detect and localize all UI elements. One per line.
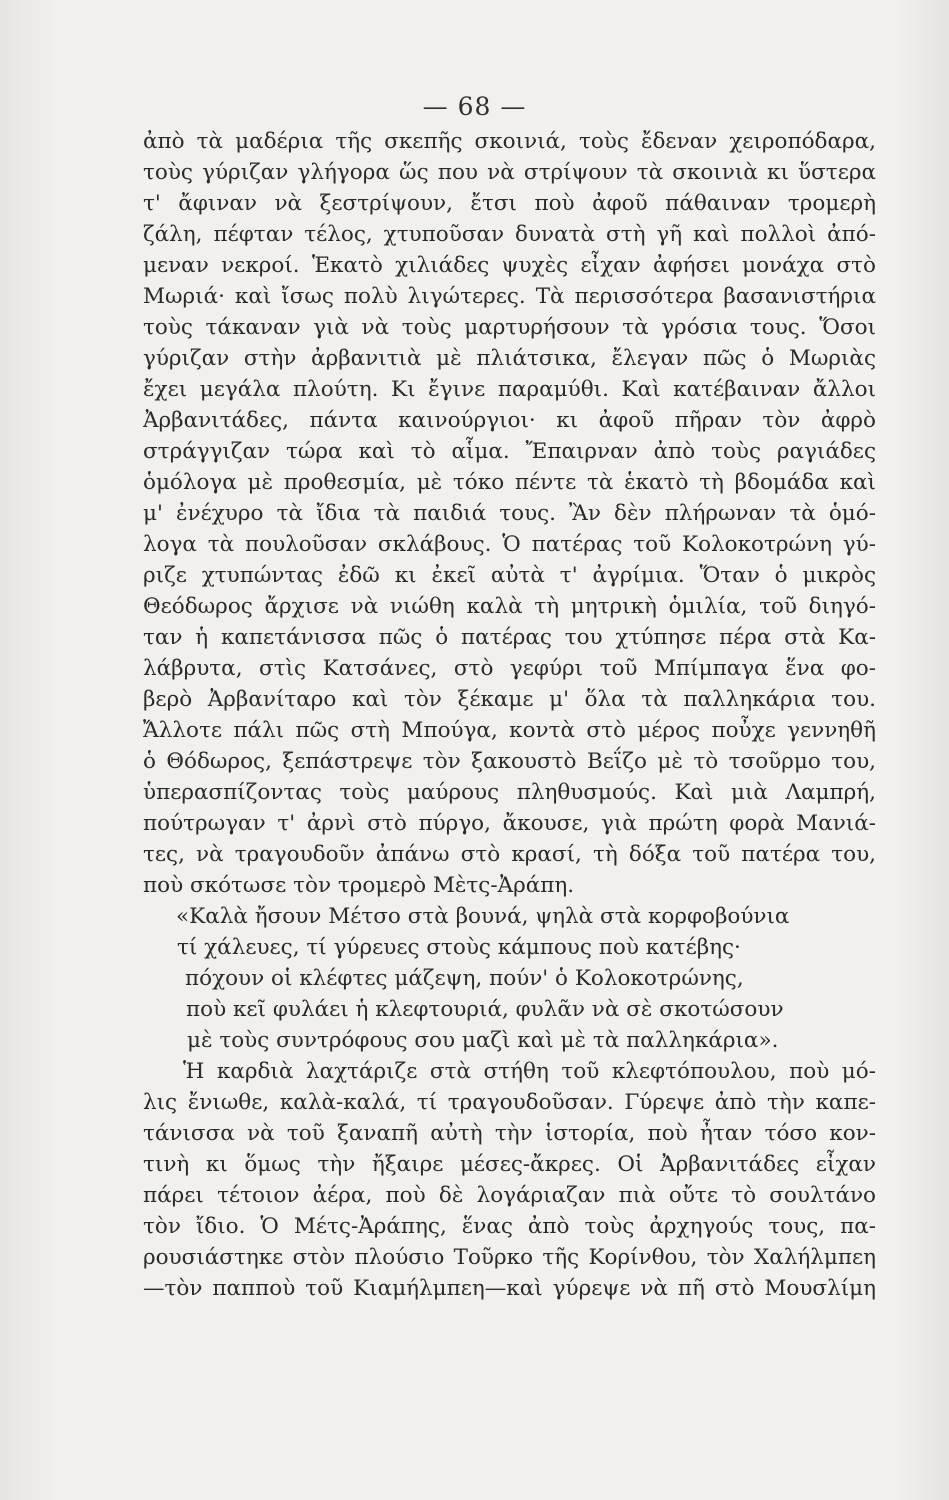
text-line: στράγγιζαν τώρα καὶ τὸ αἷμα. Ἔπαιρναν ἀπὸ τοὺς ραγιάδες xyxy=(143,439,876,464)
text-line: λάβρυτα, στὶς Κατσάνες, στὸ γεφύρι τοῦ Μπίμπαγα ἕνα φο- xyxy=(143,656,876,681)
page-number: — 68 — xyxy=(422,92,527,121)
text-line: Θεόδωρος ἄρχισε νὰ νιώθη καλὰ τὴ μητρικὴ ὁμιλία, τοῦ διηγό- xyxy=(143,594,876,619)
text-line: λογα τὰ πουλοῦσαν σκλάβους. Ὁ πατέρας τοῦ Κολοκοτρώνη γύ- xyxy=(143,532,876,557)
text-line: μ' ἐνέχυρο τὰ ἴδια τὰ παιδιά τους. Ἂν δὲν πλήρωναν τὰ ὁμό- xyxy=(143,501,876,526)
text-line: —τὸν παπποὺ τοῦ Κιαμήλμπεη—καὶ γύρεψε νὰ πῆ στὸ Μουσλίμη xyxy=(143,1276,876,1301)
text-line: ἀπὸ τὰ μαδέρια τῆς σκεπῆς σκοινιά, τοὺς ἔδεναν χειροπόδαρα, xyxy=(143,129,876,154)
verse-line: «Καλὰ ἤσουν Μέτσο στὰ βουνά, ψηλὰ στὰ κορφοβούνια xyxy=(176,904,790,929)
text-line: μεναν νεκροί. Ἑκατὸ χιλιάδες ψυχὲς εἶχαν ἀφήσει μονάχα στὸ xyxy=(143,253,876,278)
text-line: τοὺς τάκαναν γιὰ νὰ τοὺς μαρτυρήσουν τὰ γρόσια τους. Ὅσοι xyxy=(143,315,876,340)
text-line: γύριζαν στὴν ἀρβανιτιὰ μὲ πλιάτσικα, ἔλεγαν πῶς ὁ Μωριὰς xyxy=(143,346,876,371)
text-line: ὁ Θόδωρος, ξεπάστρεψε τὸν ξακουστὸ Βεΐζο μὲ τὸ τσοῦρμο του, xyxy=(143,749,876,774)
text-line: ὁμόλογα μὲ προθεσμία, μὲ τόκο πέντε τὰ ἑκατὸ τὴ βδομάδα καὶ xyxy=(143,470,876,495)
text-line: τες, νὰ τραγουδοῦν ἀπάνω στὸ κρασί, τὴ δόξα τοῦ πατέρα του, xyxy=(143,842,876,867)
paragraph-2 xyxy=(143,1056,876,1304)
verse-line: ποὺ κεῖ φυλάει ἡ κλεφτουριά, φυλᾶν νὰ σὲ σκοτώσουν xyxy=(186,997,784,1022)
text-line: ριζε χτυπώντας ἐδῶ κι ἐκεῖ αὐτὰ τ' ἀγρίμια. Ὅταν ὁ μικρὸς xyxy=(143,563,876,588)
text-line: τοὺς γύριζαν γλήγορα ὥς που νὰ στρίψουν τὰ σκοινιὰ κι ὕστερα xyxy=(143,160,876,185)
text-line: πάρει τέτοιον ἀέρα, ποὺ δὲ λογάριαζαν πιὰ οὔτε τὸ σουλτάνο xyxy=(143,1183,876,1208)
text-line: ποὺ σκότωσε τὸν τρομερὸ Μὲτς-Ἀράπη. xyxy=(143,873,575,898)
text-line: ταν ἡ καπετάνισσα πῶς ὁ πατέρας του χτύπησε πέρα στὰ Κα- xyxy=(143,625,876,650)
text-line: τ' ἄφιναν νὰ ξεστρίψουν, ἔτσι ποὺ ἀφοῦ πάθαιναν τρομερὴ xyxy=(143,191,876,216)
verse-line: μὲ τοὺς συντρόφους σου μαζὶ καὶ μὲ τὰ παλληκάρια». xyxy=(187,1028,779,1053)
text-line: πούτρωγαν τ' ἀρνὶ στὸ πύργο, ἄκουσε, γιὰ πρώτη φορὰ Μανιά- xyxy=(143,811,876,836)
paragraph-1 xyxy=(143,126,876,901)
text-line: λις ἔνιωθε, καλὰ-καλά, τί τραγουδοῦσαν. Γύρεψε ἀπὸ τὴν καπε- xyxy=(143,1090,876,1115)
verse-line: πόχουν οἱ κλέφτες μάζεψη, πούν' ὁ Κολοκοτρώνης, xyxy=(185,966,744,991)
body-text xyxy=(143,126,876,1304)
text-line: ὑπερασπίζοντας τοὺς μαύρους πληθυσμούς. Καὶ μιὰ Λαμπρή, xyxy=(143,780,876,805)
text-line: ἔχει μεγάλα πλούτη. Κι ἔγινε παραμύθι. Καὶ κατέβαιναν ἄλλοι xyxy=(143,377,876,402)
text-line: βερὸ Ἀρβανίταρο καὶ τὸν ξέκαμε μ' ὅλα τὰ παλληκάρια του. xyxy=(143,687,876,712)
folk-song-verse xyxy=(143,901,876,1056)
text-line: τὸν ἴδιο. Ὁ Μέτς-Ἀράπης, ἕνας ἀπὸ τοὺς ἀρχηγούς τους, πα- xyxy=(143,1214,876,1239)
text-line: τινὴ κι ὅμως τὴν ἤξαιρε μέσες-ἄκρες. Οἱ Ἀρβανιτάδες εἶχαν xyxy=(143,1152,876,1177)
text-line: τάνισσα νὰ τοῦ ξαναπῆ αὐτὴ τὴν ἱστορία, ποὺ ἦταν τόσο κον- xyxy=(143,1121,876,1146)
text-line: ρουσιάστηκε στὸν πλούσιο Τοῦρκο τῆς Κορίνθου, τὸν Χαλήλμπεη xyxy=(143,1245,876,1270)
text-line: ζάλη, πέφταν τέλος, χτυποῦσαν δυνατὰ στὴ γῆ καὶ πολλοὶ ἀπό- xyxy=(143,222,876,247)
text-line: Ἡ καρδιὰ λαχτάριζε στὰ στήθη τοῦ κλεφτόπουλου, ποὺ μό- xyxy=(183,1059,876,1084)
text-line: Μωριά· καὶ ἴσως πολὺ λιγώτερες. Τὰ περισσότερα βασανιστήρια xyxy=(143,284,876,309)
text-line: Ἄλλοτε πάλι πῶς στὴ Μπούγα, κοντὰ στὸ μέρος ποὖχε γεννηθῆ xyxy=(143,718,876,743)
text-line: Ἀρβανιτάδες, πάντα καινούργιοι· κι ἀφοῦ πῆραν τὸν ἀφρὸ xyxy=(143,408,876,433)
verse-line: τί χάλευες, τί γύρευες στοὺς κάμπους ποὺ κατέβης· xyxy=(177,935,741,960)
